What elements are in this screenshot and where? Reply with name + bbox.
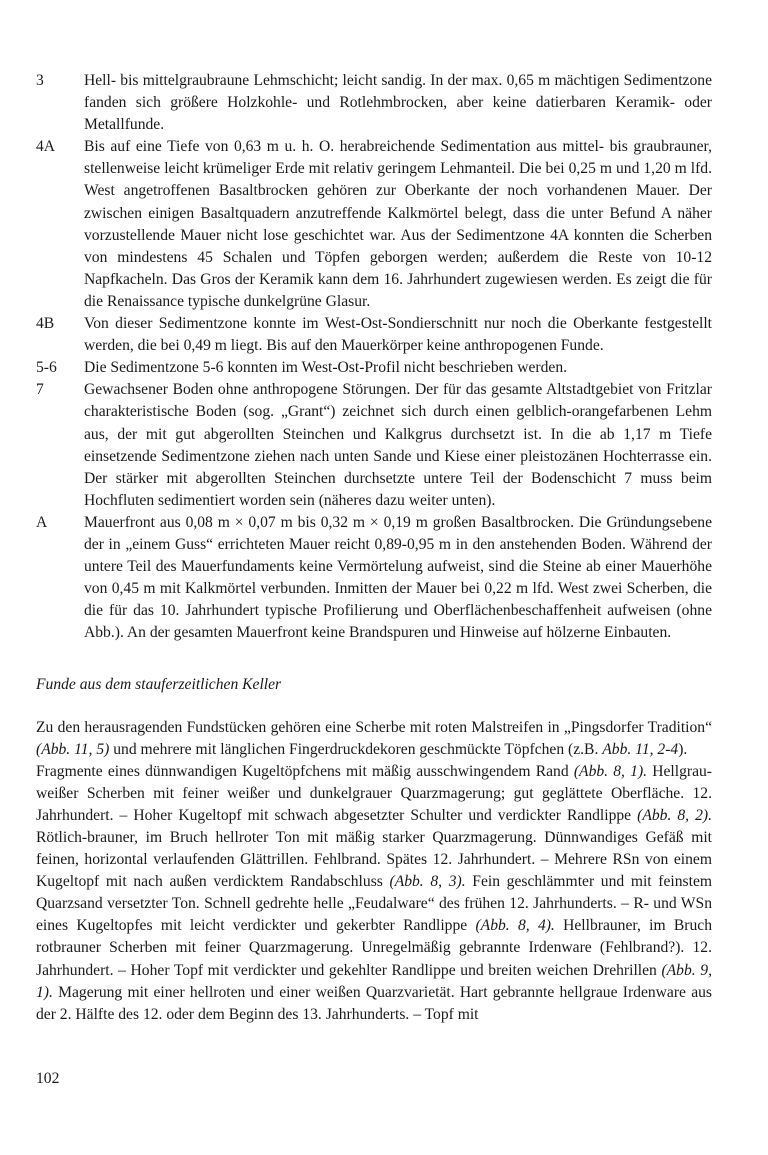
entry-number: 4B — [36, 315, 55, 333]
finding-entry — [36, 313, 712, 357]
figure-reference: (Abb. 9, 1). — [36, 961, 712, 1001]
figure-reference: (Abb. 8, 1). — [573, 762, 648, 780]
text-run: Hellgrau-weißer Scherben mit feiner weißer und dunkelgrauer Quarzmagerung; gut geglättete Oberfläche. 12. Jahrhundert. – Hoher Kugeltopf mit schwach abgesetzter Schulter und verdickter Randlippe — [36, 762, 712, 824]
entry-number: 7 — [36, 381, 44, 399]
figure-reference: (Abb. 8, 2). — [637, 806, 713, 824]
page-number: 102 — [36, 1070, 60, 1087]
figure-reference: (Abb. 8, 3). — [389, 873, 466, 891]
entry-text: Von dieser Sedimentzone konnte im West-Ost-Sondierschnitt nur noch die Oberkante festgestellt werden, die bei 0,49 m liegt. Bis auf den Mauerkörper keine anthropogenen Funde. — [84, 315, 712, 355]
figure-reference: (Abb. 11, 5) — [36, 740, 110, 758]
paragraph — [36, 717, 712, 761]
entry-number: 5-6 — [36, 359, 57, 377]
paragraph — [36, 761, 712, 1026]
entry-text: Die Sedimentzone 5-6 konnten im West-Ost-Profil nicht beschrieben werden. — [84, 359, 568, 377]
findings-list — [36, 70, 712, 644]
finding-entry — [36, 379, 712, 512]
figure-reference: Abb. 11, 2-4 — [602, 740, 679, 758]
entry-number: A — [36, 513, 48, 531]
entry-text: Bis auf eine Tiefe von 0,63 m u. h. O. herabreichende Sedimentation aus mittel- bis graubrauner, stellenweise leicht krümeliger Erde mit relativ geringem Lehmanteil. Die bei 0,25 m und 1,20 m lfd. West angetroffenen Basaltbrocken gehören zur Oberkante der noch vorhandenen Mauer. Der zwischen einigen Basaltquadern anzutreffende Kalkmörtel belegt, dass die unter Befund A näher vorzustellende Mauer nicht lose geschichtet war. Aus der Sedimentzone 4A konnten die Scherben von mindestens 45 Schalen und Töpfen geborgen werden; außerdem die Reste von 10-12 Napfkacheln. Das Gros der Keramik kann dem 16. Jahrhundert zugewiesen werden. Es zeigt die für die Renaissance typische dunkelgrüne Glasur. — [84, 138, 712, 310]
finding-entry — [36, 357, 712, 379]
entry-number: 4A — [36, 138, 56, 156]
document-page — [36, 70, 712, 1026]
section-heading: Funde aus dem stauferzeitlichen Keller — [36, 676, 282, 694]
finding-entry — [36, 136, 712, 313]
entry-text: Hell- bis mittelgraubraune Lehmschicht; leicht sandig. In der max. 0,65 m mächtigen Sedimentzone fanden sich größere Holzkohle- und Rotlehmbrocken, aber keine datierbaren Keramik- oder Metallfunde. — [84, 72, 712, 134]
entry-text: Mauerfront aus 0,08 m × 0,07 m bis 0,32 m × 0,19 m großen Basaltbrocken. Die Gründungsebene der in „einem Guss“ errichteten Mauer reicht 0,89-0,95 m in den anstehenden Boden. Während der untere Teil des Mauerfundaments keine Vermörtelung aufweist, sind die Steine ab einer Mauerhöhe von 0,45 m mit Kalkmörtel verbunden. Inmitten der Mauer bei 0,22 m lfd. West zwei Scherben, die die für das 10. Jahrhundert typische Profilierung und Oberflächenbeschaffenheit aufweisen (ohne Abb.). An der gesamten Mauerfront keine Brandspuren und Hinweise auf hölzerne Einbauten. — [84, 513, 712, 642]
entry-text: Gewachsener Boden ohne anthropogene Störungen. Der für das gesamte Altstadtgebiet von Fritzlar charakteristische Boden (sog. „Grant“) zeichnet sich durch einen gelblich-orangefarbenen Lehm aus, der mit gut abgerollten Steinchen und Kalkgrus durchsetzt ist. In die ab 1,17 m Tiefe einsetzende Sedimentzone ziehen nach unten Sande und Kiese einer pleistozänen Hochterrasse ein. Der stärker mit abgerollten Steinchen durchsetzte untere Teil der Bodenschicht 7 muss beim Hochfluten sedimentiert worden sein (näheres dazu weiter unten). — [84, 381, 712, 509]
text-run: ). — [678, 740, 688, 758]
finding-entry — [36, 512, 712, 645]
figure-reference: (Abb. 8, 4). — [475, 917, 555, 935]
text-run: Magerung mit einer hellroten und einer weißen Quarzvarietät. Hart gebrannte hellgraue Irdenware aus der 2. Hälfte des 12. oder dem Beginn des 13. Jahrhunderts. – Topf mit — [36, 983, 712, 1023]
text-run: Rötlich-brauner, im Bruch hellroter Ton mit mäßig starker Quarzmagerung. Dünnwandiges Gefäß mit feinen, horizontal verlaufenden Glättrillen. Fehlbrand. Spätes 12. Jahrhundert. – Mehrere RSn von einem Kugeltopf mit nach außen verdicktem Randabschluss — [36, 829, 712, 891]
text-run: Fragmente eines dünnwandigen Kugeltöpfchens mit mäßig ausschwingendem Rand — [36, 762, 574, 780]
text-run: und mehrere mit länglichen Fingerdruckdekoren geschmückte Töpfchen (z.B. — [109, 740, 603, 758]
text-run: Fein geschlämmter und mit feinstem Quarzsand versetzter Ton. Schnell gedrehte helle „Feudalware“ des frühen 12. Jahrhunderts. – R- und WSn eines Kugeltopfes mit leicht verdickter und gekerbter Randlippe — [36, 873, 712, 935]
text-run: Zu den herausragenden Fundstücken gehören eine Scherbe mit roten Malstreifen in „Pingsdorfer Tradition“ — [36, 718, 712, 736]
finding-entry — [36, 70, 712, 136]
text-run: Hellbrauner, im Bruch rotbrauner Scherben mit feiner Quarzmagerung. Unregelmäßig gebrannte Irdenware (Fehlbrand?). 12. Jahrhundert. – Hoher Topf mit verdickter und gekehlter Randlippe und breiten weichen Drehrillen — [36, 917, 712, 979]
entry-number: 3 — [36, 72, 44, 89]
section-body — [36, 717, 712, 1026]
